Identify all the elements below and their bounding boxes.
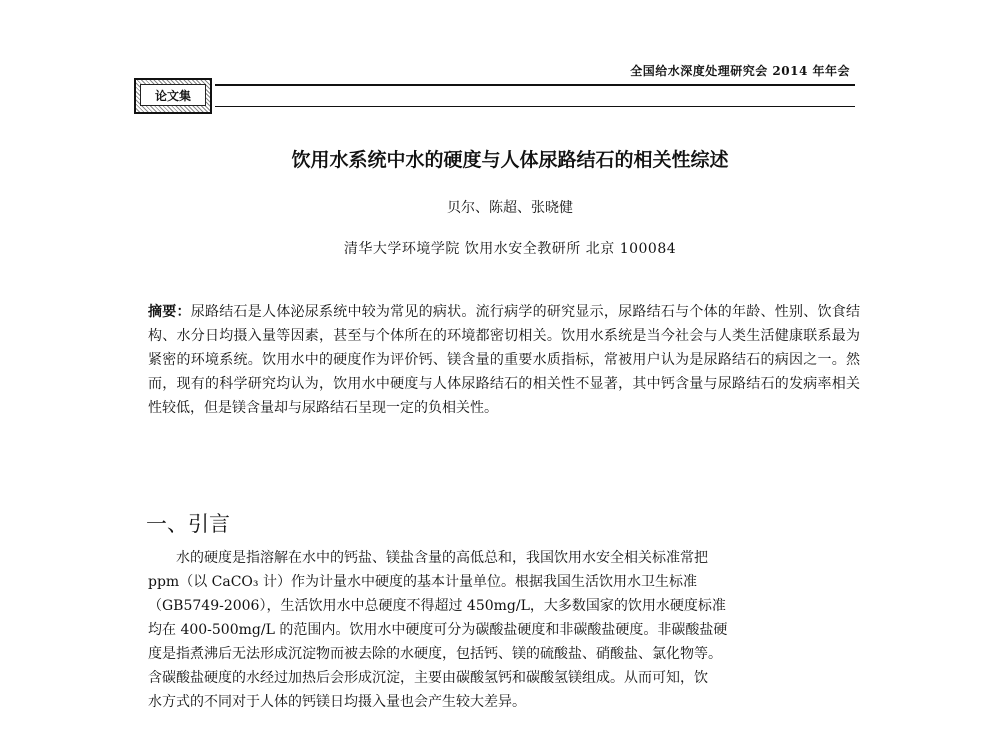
paper-affiliation: 清华大学环境学院 饮用水安全教研所 北京 100084 [343, 241, 677, 257]
body-line: 均在 400-500mg/L 的范围内。饮用水中硬度可分为碳酸盐硬度和非碳酸盐硬度。非碳酸盐硬 [148, 622, 728, 638]
body-line: 水的硬度是指溶解在水中的钙盐、镁盐含量的高低总和，我国饮用水安全相关标准常把 [176, 550, 708, 566]
section-tag: 论文集 [140, 84, 206, 106]
conference-header: 全国给水深度处理研究会 2014 年年会 [630, 64, 850, 78]
section-heading: 一、引言 [146, 512, 230, 536]
abstract-label: 摘要： [148, 304, 191, 320]
section-tag-box [134, 78, 212, 114]
body-line: （GB5749-2006），生活饮用水中总硬度不得超过 450mg/L，大多数国家的饮用水硬度标准 [148, 598, 726, 614]
header-rule [215, 84, 855, 86]
body-line: 含碳酸盐硬度的水经过加热后会形成沉淀，主要由碳酸氢钙和碳酸氢镁组成。从而可知，饮 [148, 670, 708, 686]
section-body [148, 546, 860, 714]
body-line: ppm（以 CaCO₃ 计）作为计量水中硬度的基本计量单位。根据我国生活饮用水卫生标准 [148, 574, 697, 590]
abstract [148, 300, 860, 420]
body-line: 度是指煮沸后无法形成沉淀物而被去除的水硬度，包括钙、镁的硫酸盐、硝酸盐、氯化物等。 [148, 646, 722, 662]
header-rule-lower [215, 106, 855, 107]
paper-title: 饮用水系统中水的硬度与人体尿路结石的相关性综述 [291, 149, 729, 171]
paper-authors: 贝尔、陈超、张晓健 [447, 200, 573, 216]
abstract-text: 尿路结石是人体泌尿系统中较为常见的病状。流行病学的研究显示，尿路结石与个体的年龄、性别、饮食结构、水分日均摄入量等因素，甚至与个体所在的环境都密切相关。饮用水系统是当今社会与人类生活健康联系最为紧密的环境系统。饮用水中的硬度作为评价钙、镁含量的重要水质指标，常被用户认为是尿路结石的病因之一。然而，现有的科学研究均认为，饮用水中硬度与人体尿路结石的相关性不显著，其中钙含量与尿路结石的发病率相关性较低，但是镁含量却与尿路结石呈现一定的负相关性。 [148, 304, 861, 416]
body-line: 水方式的不同对于人体的钙镁日均摄入量也会产生较大差异。 [148, 694, 526, 710]
